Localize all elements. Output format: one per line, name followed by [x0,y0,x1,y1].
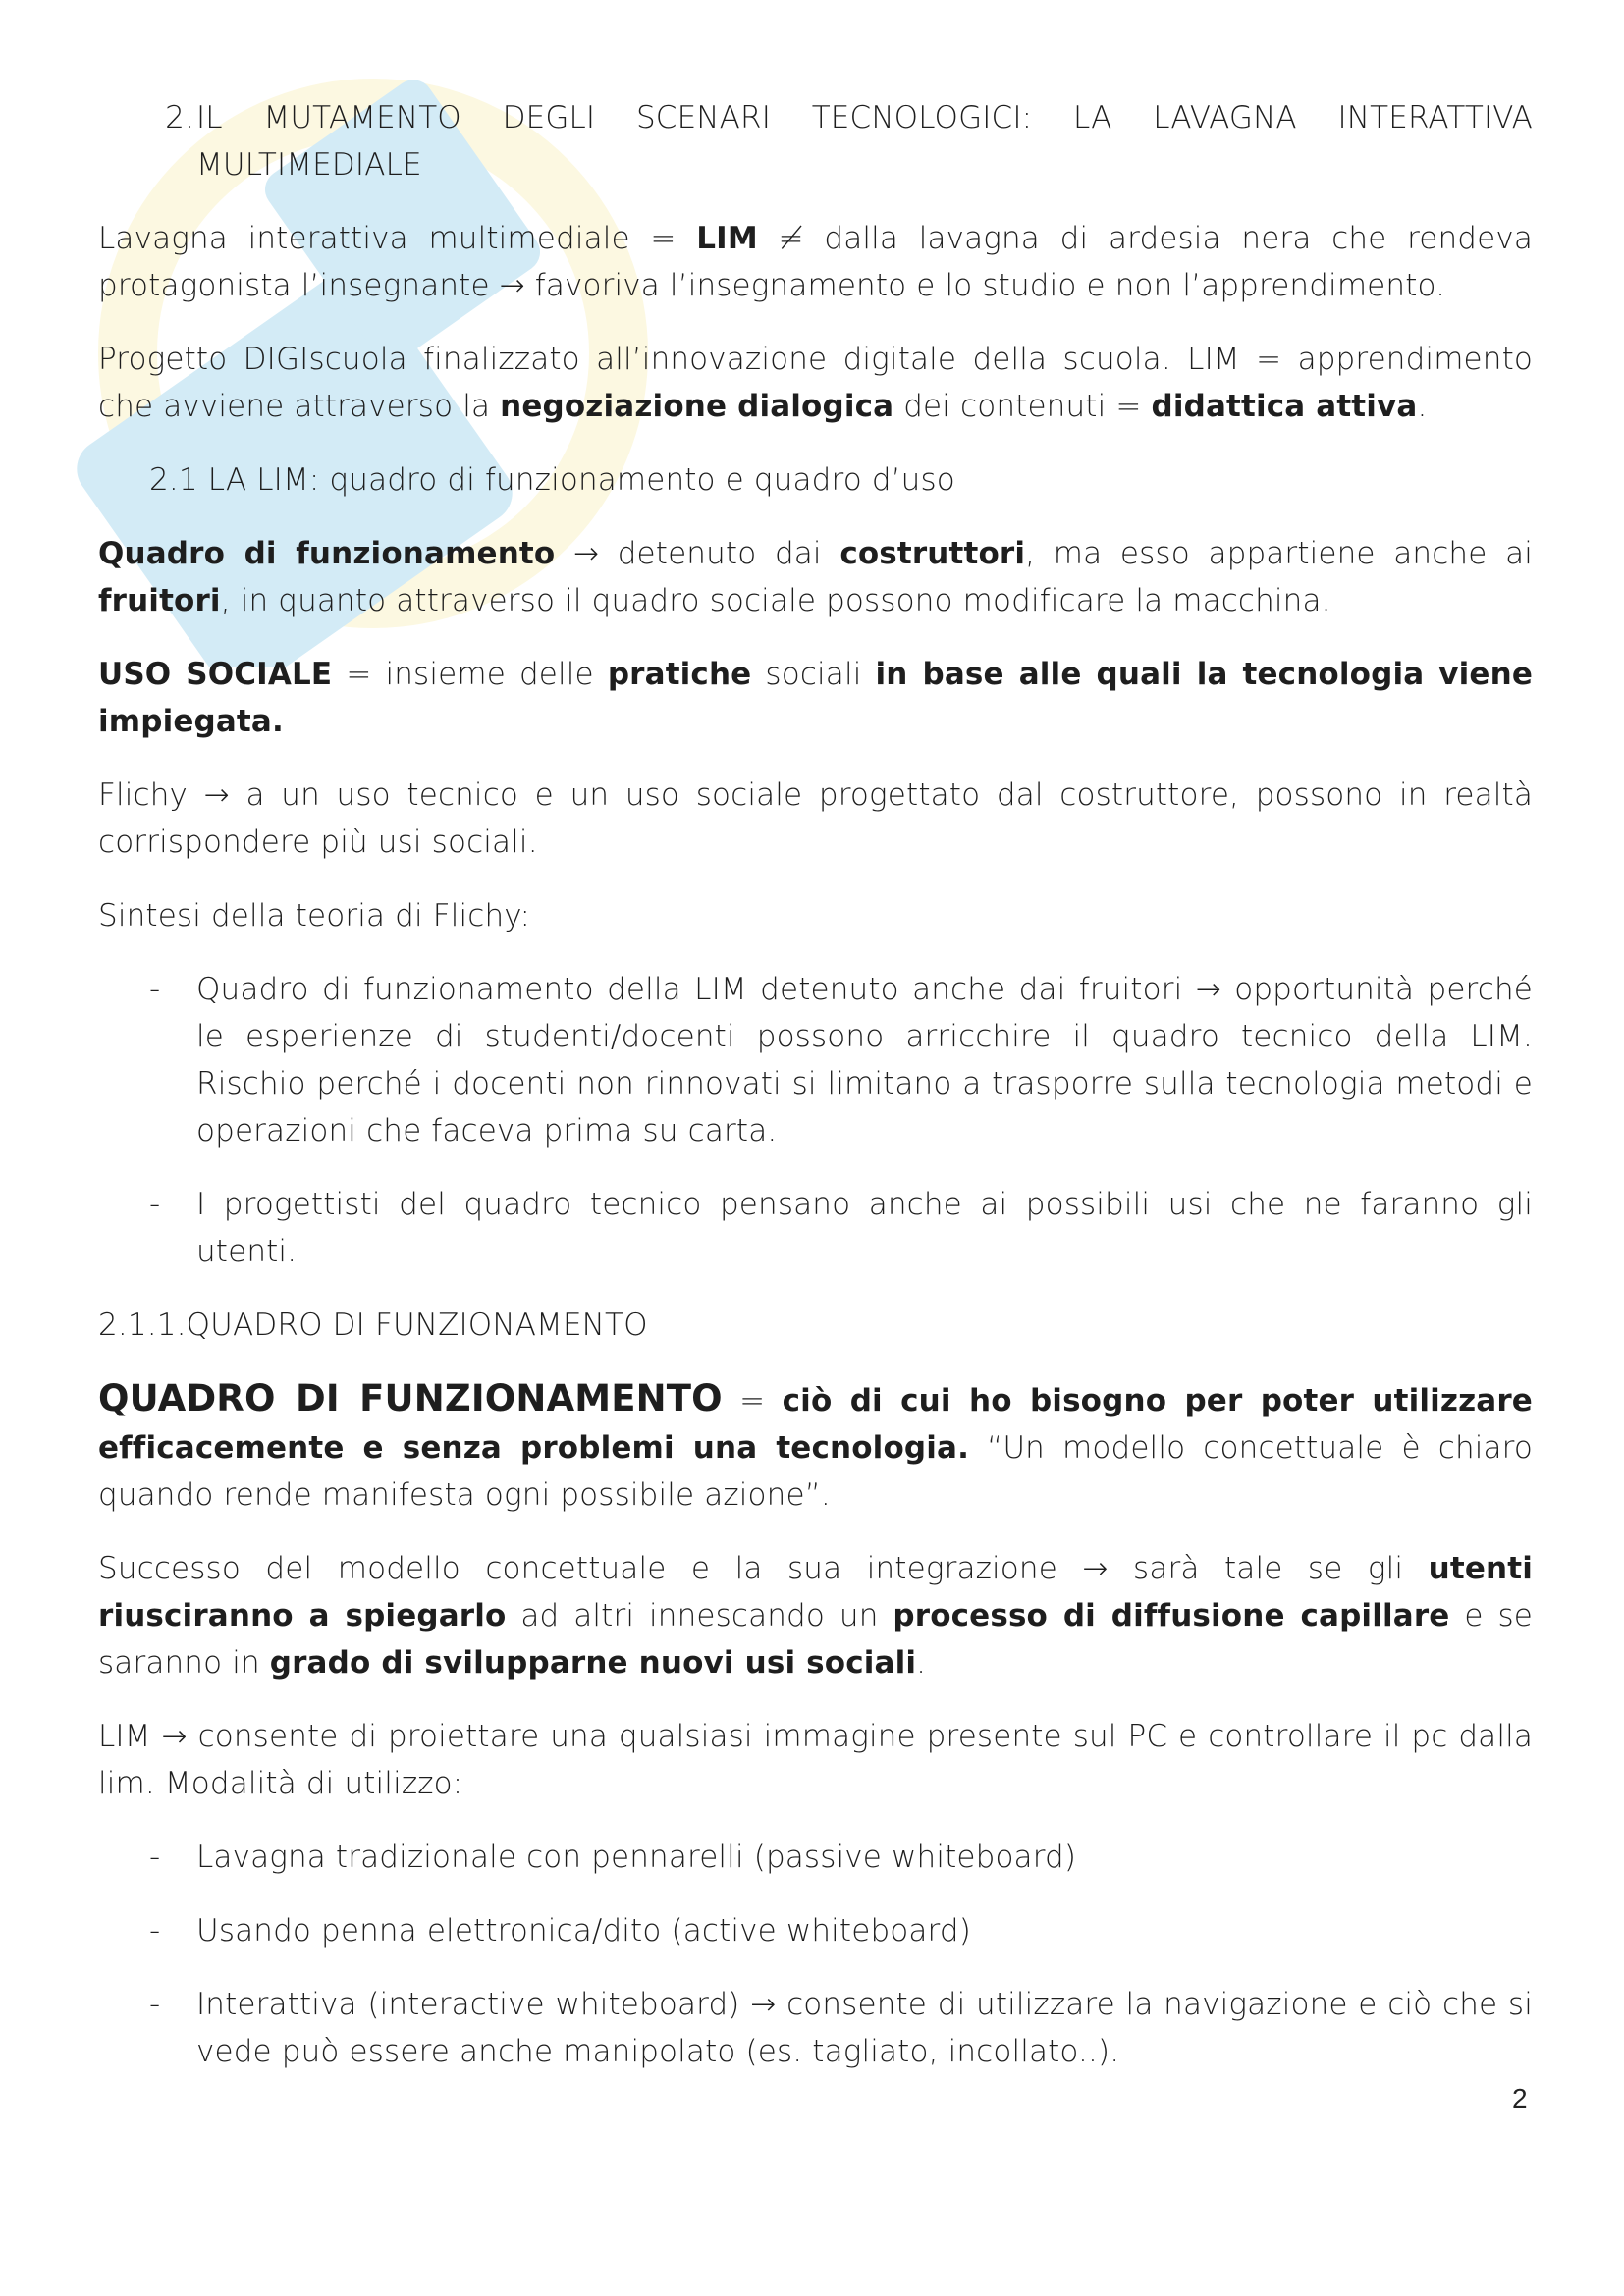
list-item [98,1181,1533,1275]
text: = insieme delle [332,657,608,692]
bold-text: in base alle quali la tecnologia viene impiegata. [98,657,1533,739]
paragraph-flichy: Flichy → a un uso tecnico e un uso sociale progettato dal costruttore, possono in realtà corrispondere più usi sociali. [98,777,1533,860]
subheading-2-1: 2.1 LA LIM: quadro di funzionamento e quadro d’uso [149,462,955,498]
text: dei contenuti = [893,389,1152,424]
bold-text: negoziazione dialogica [500,389,894,424]
text: Successo del modello concettuale e la sua integrazione → sarà tale se gli [98,1551,1429,1586]
bold-text: pratiche [607,657,752,692]
document-body [98,94,1533,2102]
bold-text: utenti riusciranno a spiegarlo [98,1551,1533,1633]
text: → detenuto dai [555,536,840,571]
list-dash: - [149,1913,161,1949]
list-dash: - [149,1187,161,1222]
paragraph-digiscuola [98,336,1533,430]
text: ad altri innescando un [506,1598,893,1633]
list-item [98,1834,1533,1881]
section-heading [98,94,1533,188]
bold-text: costruttori [839,536,1026,571]
bold-text: processo di diffusione capillare [893,1598,1450,1633]
text: Lavagna interattiva multimediale = [98,221,697,256]
bold-text: Quadro di funzionamento [98,536,556,571]
bold-text: USO SOCIALE [98,657,333,692]
paragraph-sintesi: Sintesi della teoria di Flichy: [98,898,531,934]
bold-text: LIM [696,221,758,256]
paragraph-quadro-definition [98,1375,1533,1519]
text: ≠ dalla lavagna di ardesia nera che rendeva protagonista l’insegnante → favoriva l’insegnamento e lo studio e non l’apprendimento. [98,221,1533,303]
text: sociali [751,657,876,692]
page-number: 2 [1512,2083,1528,2113]
text: . [1417,389,1428,424]
bold-text: didattica attiva [1151,389,1418,424]
list-item-text: Lavagna tradizionale con pennarelli (passive whiteboard) [196,1840,1077,1875]
list-dash: - [149,972,161,1007]
text: e se saranno in [98,1598,1533,1681]
text: . [916,1645,927,1681]
text: , ma esso appartiene anche ai [1025,536,1533,571]
list-item-text: Usando penna elettronica/dito (active whiteboard) [196,1913,971,1949]
list-dash: - [149,1840,161,1875]
paragraph-lim-definition [98,215,1533,309]
paragraph-uso-sociale [98,651,1533,745]
bold-text: ciò di cui ho bisogno per poter utilizzare efficacemente e senza problemi una tecnologia. [98,1383,1533,1466]
heading-number: 2. [165,100,194,135]
list-item-text: Quadro di funzionamento della LIM detenuto anche dai fruitori → opportunità perché le esperienze di studenti/docenti possono arricchire il quadro tecnico della LIM. Rischio perché i docenti non rinnovati si limitano a trasporre sulla tecnologia metodi e operazioni che faceva prima su carta. [196,972,1533,1148]
list-item [98,966,1533,1154]
large-bold-text: QUADRO DI FUNZIONAMENTO [98,1377,723,1419]
list-dash: - [149,1987,161,2022]
heading-title: IL MUTAMENTO DEGLI SCENARI TECNOLOGICI: LA LAVAGNA INTERATTIVA MULTIMEDIALE [196,100,1533,183]
list-item-text: I progettisti del quadro tecnico pensano anche ai possibili usi che ne faranno gli utenti. [196,1187,1533,1269]
list-item [98,1907,1533,1954]
text: “Un modello concettuale è chiaro quando rende manifesta ogni possibile azione”. [98,1430,1533,1513]
paragraph-quadro-funzionamento [98,530,1533,624]
list-item-text: Interattiva (interactive whiteboard) → consente di utilizzare la navigazione e ciò che si vede può essere anche manipolato (es. tagliato, incollato..). [196,1987,1533,2069]
subheading-2-1-1: 2.1.1.QUADRO DI FUNZIONAMENTO [98,1308,648,1343]
bold-text: grado di svilupparne nuovi usi sociali [269,1645,917,1681]
text: Progetto DIGIscuola finalizzato all’innovazione digitale della scuola. LIM = apprendimento che avviene attraverso la [98,342,1533,424]
text: , in quanto attraverso il quadro sociale possono modificare la macchina. [220,583,1331,618]
bold-text: fruitori [98,583,221,618]
paragraph-successo [98,1545,1533,1686]
list-item [98,1981,1533,2075]
text: = [722,1383,783,1418]
paragraph-lim-utilizzo: LIM → consente di proiettare una qualsiasi immagine presente sul PC e controllare il pc dalla lim. Modalità di utilizzo: [98,1719,1533,1801]
